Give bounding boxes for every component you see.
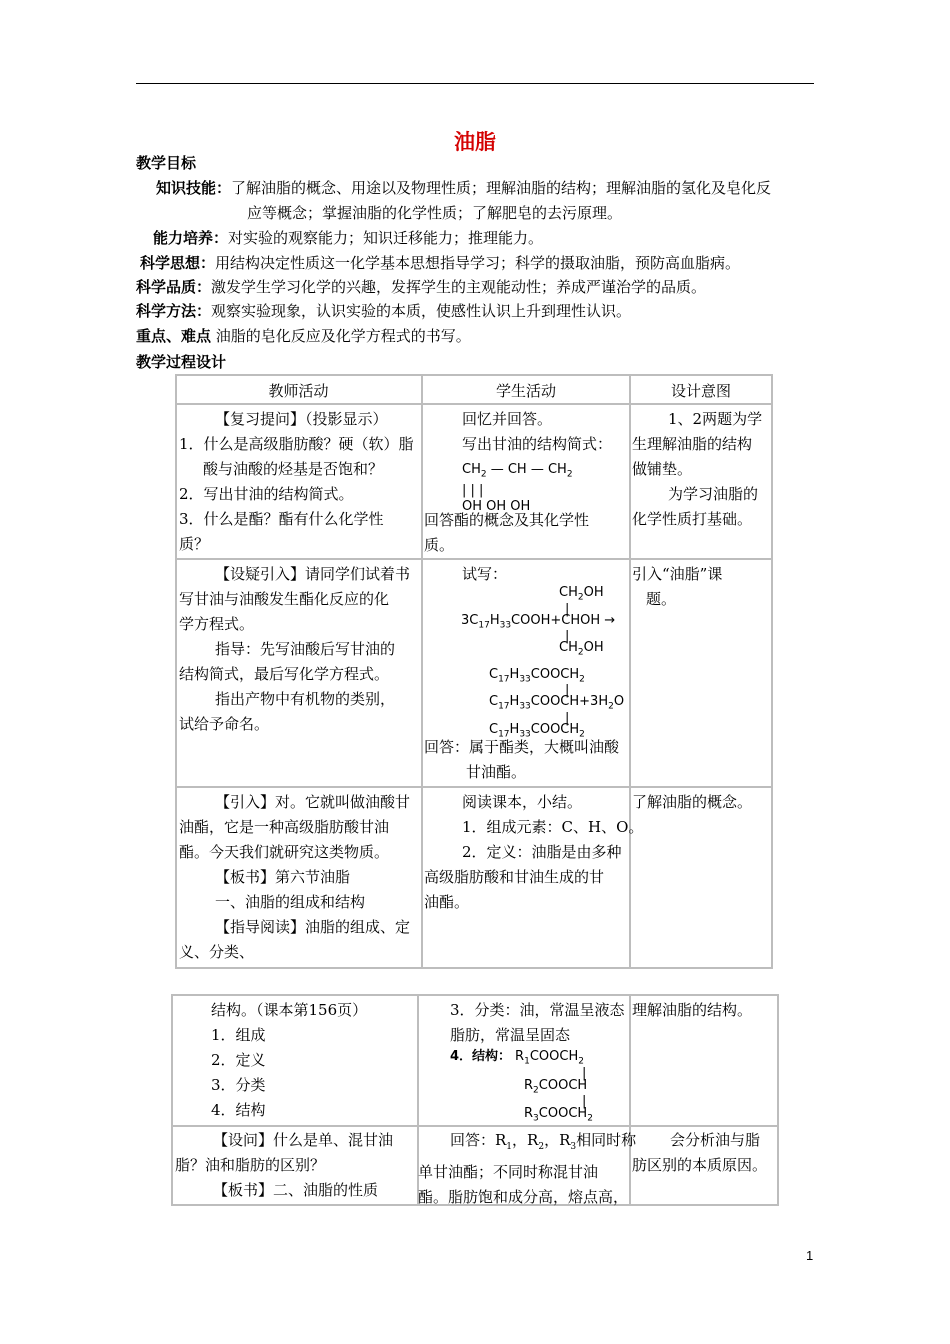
structure-label: 4．结构： (450, 1049, 512, 1064)
row1-student-answer: 回答酯的概念及其化学性 质。 (424, 511, 590, 554)
fat-structure: 4．结构： $R_1COOCH_2$ | $R_2COOCH$ | $R_3COOCH_2$ (450, 1049, 593, 1124)
glycerol-line-3: OH OH OH (462, 498, 531, 514)
glycerol-line-2: | | | (462, 482, 484, 498)
knowledge-text: 了解油脂的概念、用途以及物理性质；理解油脂的结构；理解油脂的氢化及皂化反 (231, 179, 772, 197)
method-text: 观察实验现象，认识实验的本质，使感性认识上升到理性认识。 (211, 302, 632, 320)
process-heading: 教学过程设计 (136, 353, 227, 371)
row2-teacher: 【设疑引入】请同学们试着书 写甘油与油酸发生酯化反应的化 学方程式。 指导：先写油酸后写甘油的 结构简式，最后写化学方程式。 指出产物中有机物的类别， 试给予命名。 (179, 565, 411, 733)
eq-line-2: $3C_{17}H_{33}COOH+CHOH$ → (461, 612, 616, 631)
row2-intent: 引入“油脂”课 题。 (632, 565, 723, 608)
knowledge-label: 知识技能： (156, 179, 232, 197)
row3-teacher: 【引入】对。它就叫做油酸甘 油酯，它是一种高级脂肪酸甘油 酯。今天我们就研究这类物质。 【板书】第六节油脂 一、油脂的组成和结构 【指导阅读】油脂的组成、定 义、分类、 (179, 793, 411, 961)
ability-text: 对实验的观察能力；知识迁移能力；推理能力。 (228, 229, 544, 247)
esterification-equation: $CH_2OH$ | $3C_{17}H_{33}COOH+CHOH$ → | $CH_2OH$ $C_{17}H_{33}COOCH_2$ | $C_{17}H_{33}COOCH+3H_2O$ | $C_{17}H_{33}COOCH_2$ (461, 585, 624, 743)
objectives-heading: 教学目标 (136, 154, 197, 172)
key-text: 油脂的皂化反应及化学方程式的书写。 (215, 327, 471, 345)
eq-line-1: $CH_2OH$ (559, 585, 604, 603)
eq-line-6: $C_{17}H_{33}COOCH_2$ (489, 721, 585, 740)
ability-line (153, 228, 543, 248)
glycerol-structure (462, 462, 573, 515)
ability-label: 能力培养： (153, 229, 229, 247)
row2-student-answer: 回答：属于酯类，大概叫油酸 甘油酯。 (424, 738, 620, 781)
key-line (136, 326, 471, 346)
t2-row1-student: 3．分类：油，常温呈液态 脂肪，常温呈固态 (450, 1001, 625, 1044)
quality-line (136, 277, 706, 297)
page-title: 油脂 (454, 130, 496, 154)
t2-row1-intent: 理解油脂的结构。 (632, 1001, 753, 1019)
header-rule (136, 83, 814, 84)
row2-student-head: 试写： (462, 565, 508, 583)
table-1-col-divider (421, 375, 423, 967)
knowledge-line (156, 178, 771, 198)
t2-row2-student: 回答：$R_1$，$R_2$，$R_3$相同时称 单甘油酯；不同时称混甘油 酯。脂肪饱和成分高，熔点高， (418, 1131, 637, 1206)
quality-label: 科学品质： (136, 278, 212, 296)
thought-line (140, 253, 740, 273)
method-label: 科学方法： (136, 302, 212, 320)
page-number: 1 (806, 1248, 814, 1263)
header-intent: 设计意图 (670, 382, 731, 400)
eq-line-3: $CH_2OH$ (559, 640, 604, 658)
table-1-row-divider (176, 558, 772, 560)
t2-row2-teacher: 【设问】什么是单、混甘油 脂？油和脂肪的区别？ 【板书】二、油脂的性质 (175, 1131, 394, 1199)
method-line (136, 301, 631, 321)
t2-row1-teacher: 结构。（课本第156页） 1．组成 2．定义 3．分类 4．结构 (211, 1001, 368, 1119)
thought-text: 用结构决定性质这一化学基本思想指导学习；科学的摄取油脂，预防高血脂病。 (215, 254, 741, 272)
thought-label: 科学思想： (140, 254, 216, 272)
eq-line-5: $C_{17}H_{33}COOCH+3H_2O$ (489, 694, 625, 712)
quality-text: 激发学生学习化学的兴趣，发挥学生的主观能动性；养成严谨治学的品质。 (211, 278, 707, 296)
glycerol-line-1: $CH_2$ — CH — $CH_2$ (462, 462, 573, 480)
t2-row2-intent: 会分析油与脂 肪区别的本质原因。 (632, 1131, 768, 1174)
eq-line-4: $C_{17}H_{33}COOCH_2$ (489, 666, 585, 685)
row1-intent: 1、2两题为学 生理解油脂的结构 做铺垫。 为学习油脂的 化学性质打基础。 (632, 410, 763, 528)
key-label: 重点、难点 (136, 327, 212, 345)
knowledge-text-cont: 应等概念；掌握油脂的化学性质；了解肥皂的去污原理。 (247, 204, 623, 222)
row3-student: 阅读课本，小结。 1．组成元素：C、H、O。 2．定义：油脂是由多种 高级脂肪酸和甘油生成的甘 油酯。 (424, 793, 644, 911)
header-student: 学生活动 (495, 382, 556, 400)
row3-intent: 了解油脂的概念。 (632, 793, 753, 811)
table-1-row-divider (176, 403, 772, 405)
row1-student: 回忆并回答。 写出甘油的结构简式： (462, 410, 613, 453)
table-1-row-divider (176, 786, 772, 788)
header-teacher: 教师活动 (268, 382, 329, 400)
row1-teacher: 【复习提问】（投影显示） 1．什么是高级脂肪酸？硬（软）脂 酸与油酸的烃基是否饱和？ 2．写出甘油的结构简式。 3．什么是酯？酯有什么化学性 质？ (179, 410, 414, 553)
